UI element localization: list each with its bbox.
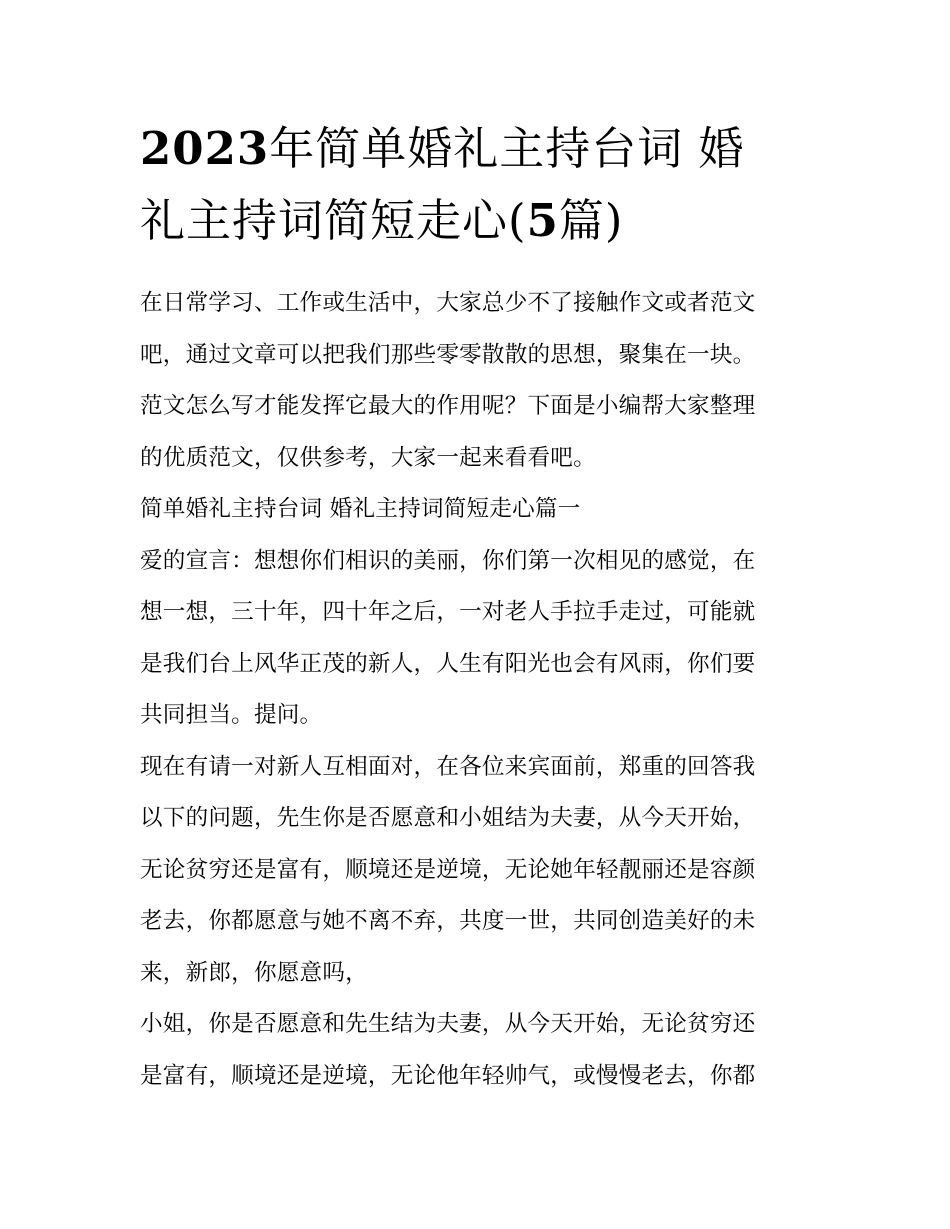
body-line-2: 想一想，三十年，四十年之后，一对老人手拉手走过，可能就 bbox=[140, 599, 756, 625]
body-line-5: 现在有请一对新人互相面对，在各位来宾面前，郑重的回答我 bbox=[140, 753, 756, 780]
section-heading: 简单婚礼主持台词 婚礼主持词简短走心篇一 bbox=[140, 496, 581, 522]
intro-line-1: 在日常学习、工作或生活中，大家总少不了接触作文或者范文 bbox=[140, 290, 756, 316]
body-line-9: 来，新郎，你愿意吗， bbox=[140, 959, 368, 986]
intro-line-2: 吧，通过文章可以把我们那些零零散散的思想，聚集在一块。 bbox=[140, 341, 756, 368]
body-line-1: 爱的宣言：想想你们相识的美丽，你们第一次相见的感觉，在 bbox=[140, 547, 756, 574]
body-line-7: 无论贫穷还是富有，顺境还是逆境，无论她年轻靓丽还是容颜 bbox=[140, 856, 756, 883]
document-title bbox=[140, 113, 820, 257]
body-line-11: 是富有，顺境还是逆境，无论他年轻帅气，或慢慢老去，你都 bbox=[140, 1062, 756, 1089]
document-body bbox=[140, 278, 820, 1102]
body-line-10: 小姐，你是否愿意和先生结为夫妻，从今天开始，无论贫穷还 bbox=[140, 1011, 756, 1037]
body-line-4: 共同担当。提问。 bbox=[140, 702, 323, 728]
intro-line-3: 范文怎么写才能发挥它最大的作用呢？下面是小编帮大家整理 bbox=[140, 393, 756, 419]
body-line-3: 是我们台上风华正茂的新人，人生有阳光也会有风雨，你们要 bbox=[140, 650, 756, 677]
body-line-8: 老去，你都愿意与她不离不弃，共度一世，共同创造美好的未 bbox=[140, 908, 756, 934]
title-line1-text: 年简单婚礼主持台词 婚 bbox=[269, 122, 745, 175]
intro-line-4: 的优质范文，仅供参考，大家一起来看看吧。 bbox=[140, 444, 596, 471]
title-line2-end: 篇) bbox=[558, 194, 624, 247]
title-line2-text: 礼主持词简短走心( bbox=[140, 194, 527, 247]
title-count: 5 bbox=[526, 194, 559, 247]
title-year: 2023 bbox=[140, 122, 270, 175]
body-line-6: 以下的问题，先生你是否愿意和小姐结为夫妻，从今天开始， bbox=[140, 805, 756, 831]
